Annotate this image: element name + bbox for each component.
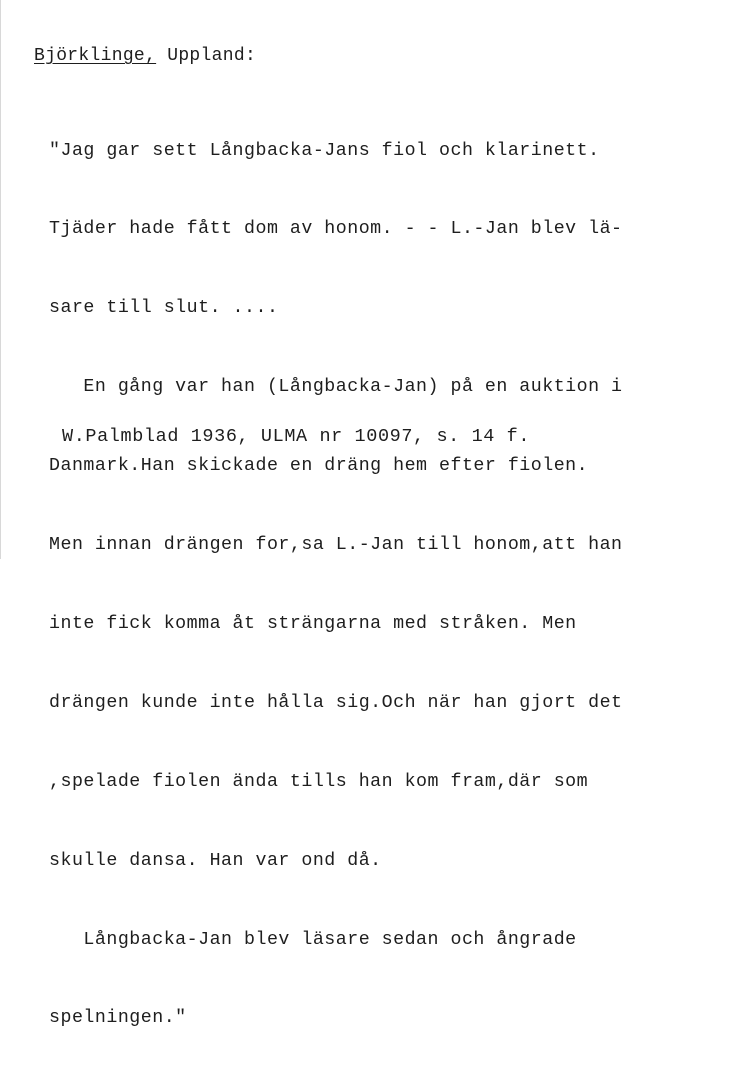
quote-text (49, 85, 623, 1084)
text-line: drängen kunde inte hålla sig.Och när han gjort det (49, 692, 623, 713)
text-line: "Jag gar sett Långbacka-Jans fiol och klarinett. (49, 140, 600, 161)
text-line: sare till slut. .... (49, 298, 279, 319)
source-reference: W.Palmblad 1936, ULMA nr 10097, s. 14 f. (62, 426, 531, 447)
place-name: Björklinge, (34, 46, 157, 66)
text-line: spelningen." (49, 1008, 187, 1029)
province-name: Uppland: (156, 46, 257, 66)
text-line: ,spelade fiolen ända tills han kom fram,där som (49, 771, 589, 792)
card-heading (34, 46, 256, 66)
text-line: En gång var han (Långbacka-Jan) på en auktion i (49, 377, 623, 398)
text-line: Tjäder hade fått dom av honom. - - L.-Jan blev lä- (49, 219, 623, 240)
card-edge (0, 0, 1, 559)
text-line: inte fick komma åt strängarna med stråken. Men (49, 613, 577, 634)
text-line: Danmark.Han skickade en dräng hem efter fiolen. (49, 456, 589, 477)
text-line: Långbacka-Jan blev läsare sedan och ångrade (49, 929, 577, 950)
text-line: Men innan drängen for,sa L.-Jan till honom,att han (49, 535, 623, 556)
text-line: skulle dansa. Han var ond då. (49, 850, 382, 871)
